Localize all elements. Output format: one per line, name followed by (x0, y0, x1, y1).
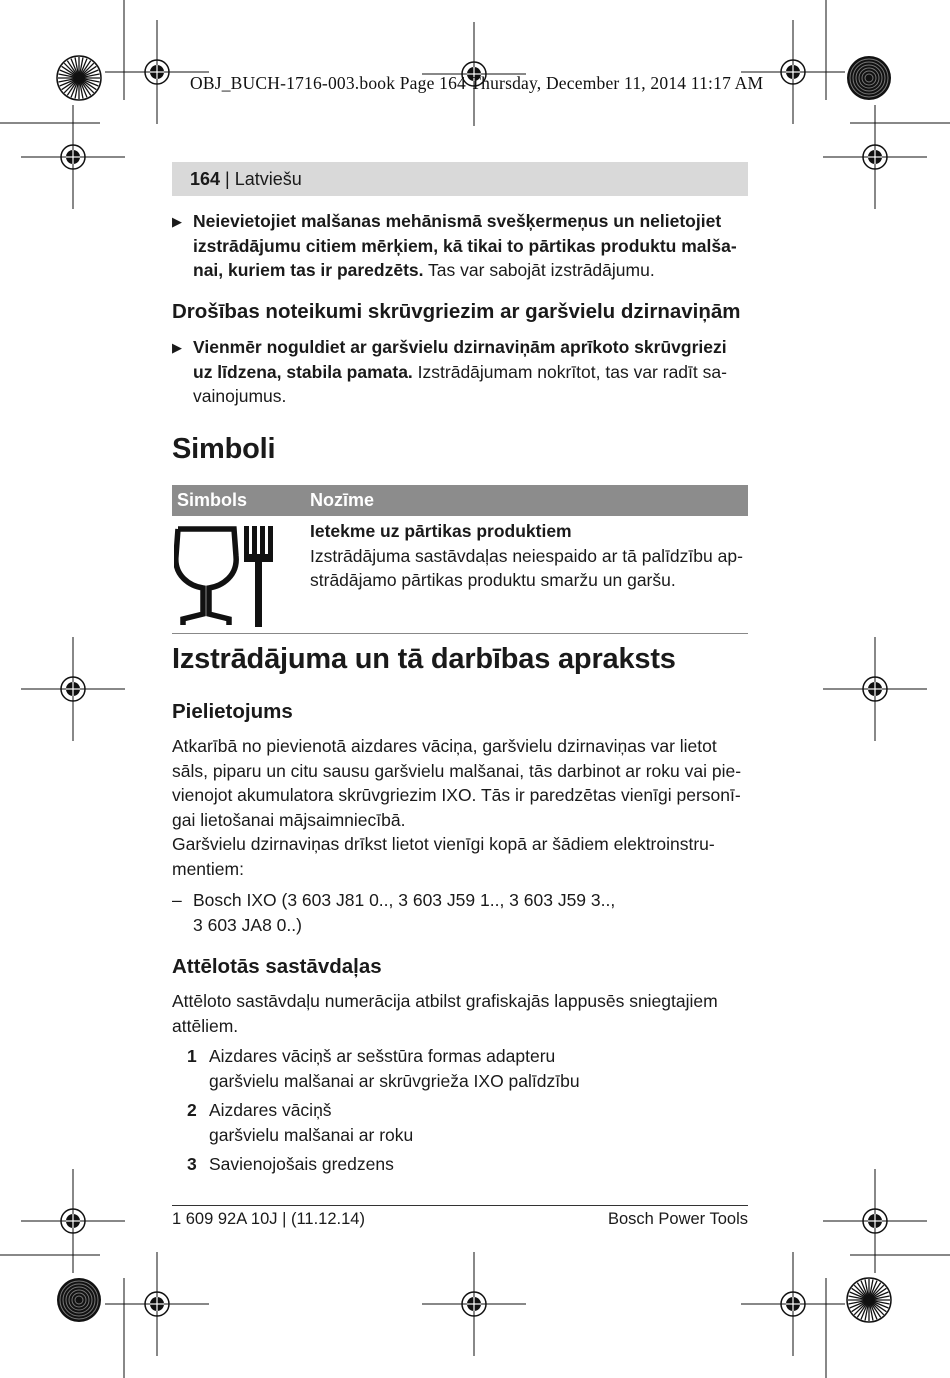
warning-2 (172, 335, 748, 409)
bullet-arrow-icon: ▶ (172, 340, 182, 355)
warning-1-line-2: izstrādājumu citiem mērķiem, kā tikai to pārtikas produktu malša- (193, 235, 737, 256)
footer-rule (172, 1205, 748, 1206)
usage-paragraph-1 (172, 734, 750, 881)
component-line: Aizdares vāciņš ar sešstūra formas adapteru (209, 1046, 556, 1066)
warning-1-line-1: Neievietojiet malšanas mehānismā svešķermeņus un nelietojiet (193, 211, 722, 231)
component-number: 1 (187, 1046, 197, 1066)
warning-2-line-1: Vienmēr noguldiet ar garšvielu dzirnaviņām aprīkoto skrūvgriezi (193, 337, 727, 357)
safety-heading: Drošības noteikumi skrūvgriezim ar garšvielu dzirnaviņām (172, 300, 741, 323)
component-line: garšvielu malšanai ar roku (209, 1124, 414, 1145)
usage-p1-line: vienojot akumulatora skrūvgriezim IXO. Tās ir paredzētas vienīgi personī- (172, 785, 741, 805)
symbol-meaning (310, 519, 750, 593)
symbol-meaning-line-2: strādājamo pārtikas produktu smaržu un garšu. (310, 570, 676, 590)
symbol-meaning-line-1: Izstrādājuma sastāvdaļas neiespaido ar tā palīdzību ap- (310, 545, 743, 566)
footer-left: 1 609 92A 10J | (11.12.14) (172, 1210, 365, 1228)
warning-1-line-3-bold: nai, kuriem tas ir paredzēts. (193, 260, 424, 280)
usage-heading: Pielietojums (172, 700, 293, 723)
usage-p2-line: mentiem: (172, 858, 244, 879)
page-language: Latviešu (234, 169, 302, 189)
components-intro-line: Attēloto sastāvdaļu numerācija atbilst grafiskajās lappusēs sniegtajiem (172, 991, 718, 1011)
warning-2-line-3: vainojumus. (193, 386, 287, 406)
usage-p2-line: Garšvielu dzirnaviņas drīkst lietot vienīgi kopā ar šādiem elektroinstru- (172, 834, 715, 854)
symbols-heading: Simboli (172, 433, 276, 465)
usage-p1-line: gai lietošanai mājsaimniecībā. (172, 809, 406, 830)
book-header: OBJ_BUCH-1716-003.book Page 164 Thursday, December 11, 2014 11:17 AM (190, 73, 764, 93)
list-dash: – (172, 890, 182, 910)
description-heading: Izstrādājuma un tā darbības apraksts (172, 643, 676, 675)
component-number: 2 (187, 1100, 197, 1120)
usage-p1-line: Atkarībā no pievienotā aizdares vāciņa, garšvielu dzirnaviņas var lietot (172, 736, 717, 756)
warning-1-line-3: Tas var sabojāt izstrādājumu. (423, 260, 655, 280)
table-bottom-rule (172, 633, 748, 634)
usage-p1-line: sāls, piparu un citu sausu garšvielu malšanai, tās darbinot ar roku vai pie- (172, 760, 742, 781)
component-line: Savienojošais gredzens (209, 1154, 394, 1174)
compatible-tools-line: 3 603 JA8 0..) (193, 914, 302, 935)
component-item (172, 1044, 750, 1093)
component-number: 3 (187, 1154, 197, 1174)
symbol-meaning-title: Ietekme uz pārtikas produktiem (310, 521, 572, 541)
warning-2-line-2: Izstrādājumam nokrītot, tas var radīt sa- (412, 361, 727, 382)
compatible-tools-line: Bosch IXO (3 603 J81 0.., 3 603 J59 1.., 3 603 J59 3.., (193, 890, 616, 910)
warning-2-line-2-bold: uz līdzena, stabila pamata. (193, 361, 413, 382)
warning-1 (172, 209, 748, 283)
components-intro (172, 989, 750, 1038)
components-list (172, 1044, 750, 1177)
footer-right: Bosch Power Tools (607, 1210, 748, 1228)
col-meaning: Nozīme (310, 490, 375, 510)
page-header-bar (172, 162, 748, 196)
page-number: 164 (190, 169, 221, 189)
page-separator: | (220, 169, 235, 189)
component-item (172, 1152, 750, 1177)
compatible-tools-item (172, 888, 750, 937)
food-safe-glass-fork-icon (174, 521, 274, 629)
col-symbol: Simbols (177, 490, 248, 510)
component-line: Aizdares vāciņš (209, 1100, 332, 1120)
components-heading: Attēlotās sastāvdaļas (172, 955, 382, 978)
component-line: garšvielu malšanai ar skrūvgrieža IXO palīdzību (209, 1070, 580, 1091)
symbols-table-header (172, 485, 748, 516)
components-intro-line: attēliem. (172, 1015, 239, 1036)
component-item (172, 1098, 750, 1147)
bullet-arrow-icon: ▶ (172, 214, 182, 229)
